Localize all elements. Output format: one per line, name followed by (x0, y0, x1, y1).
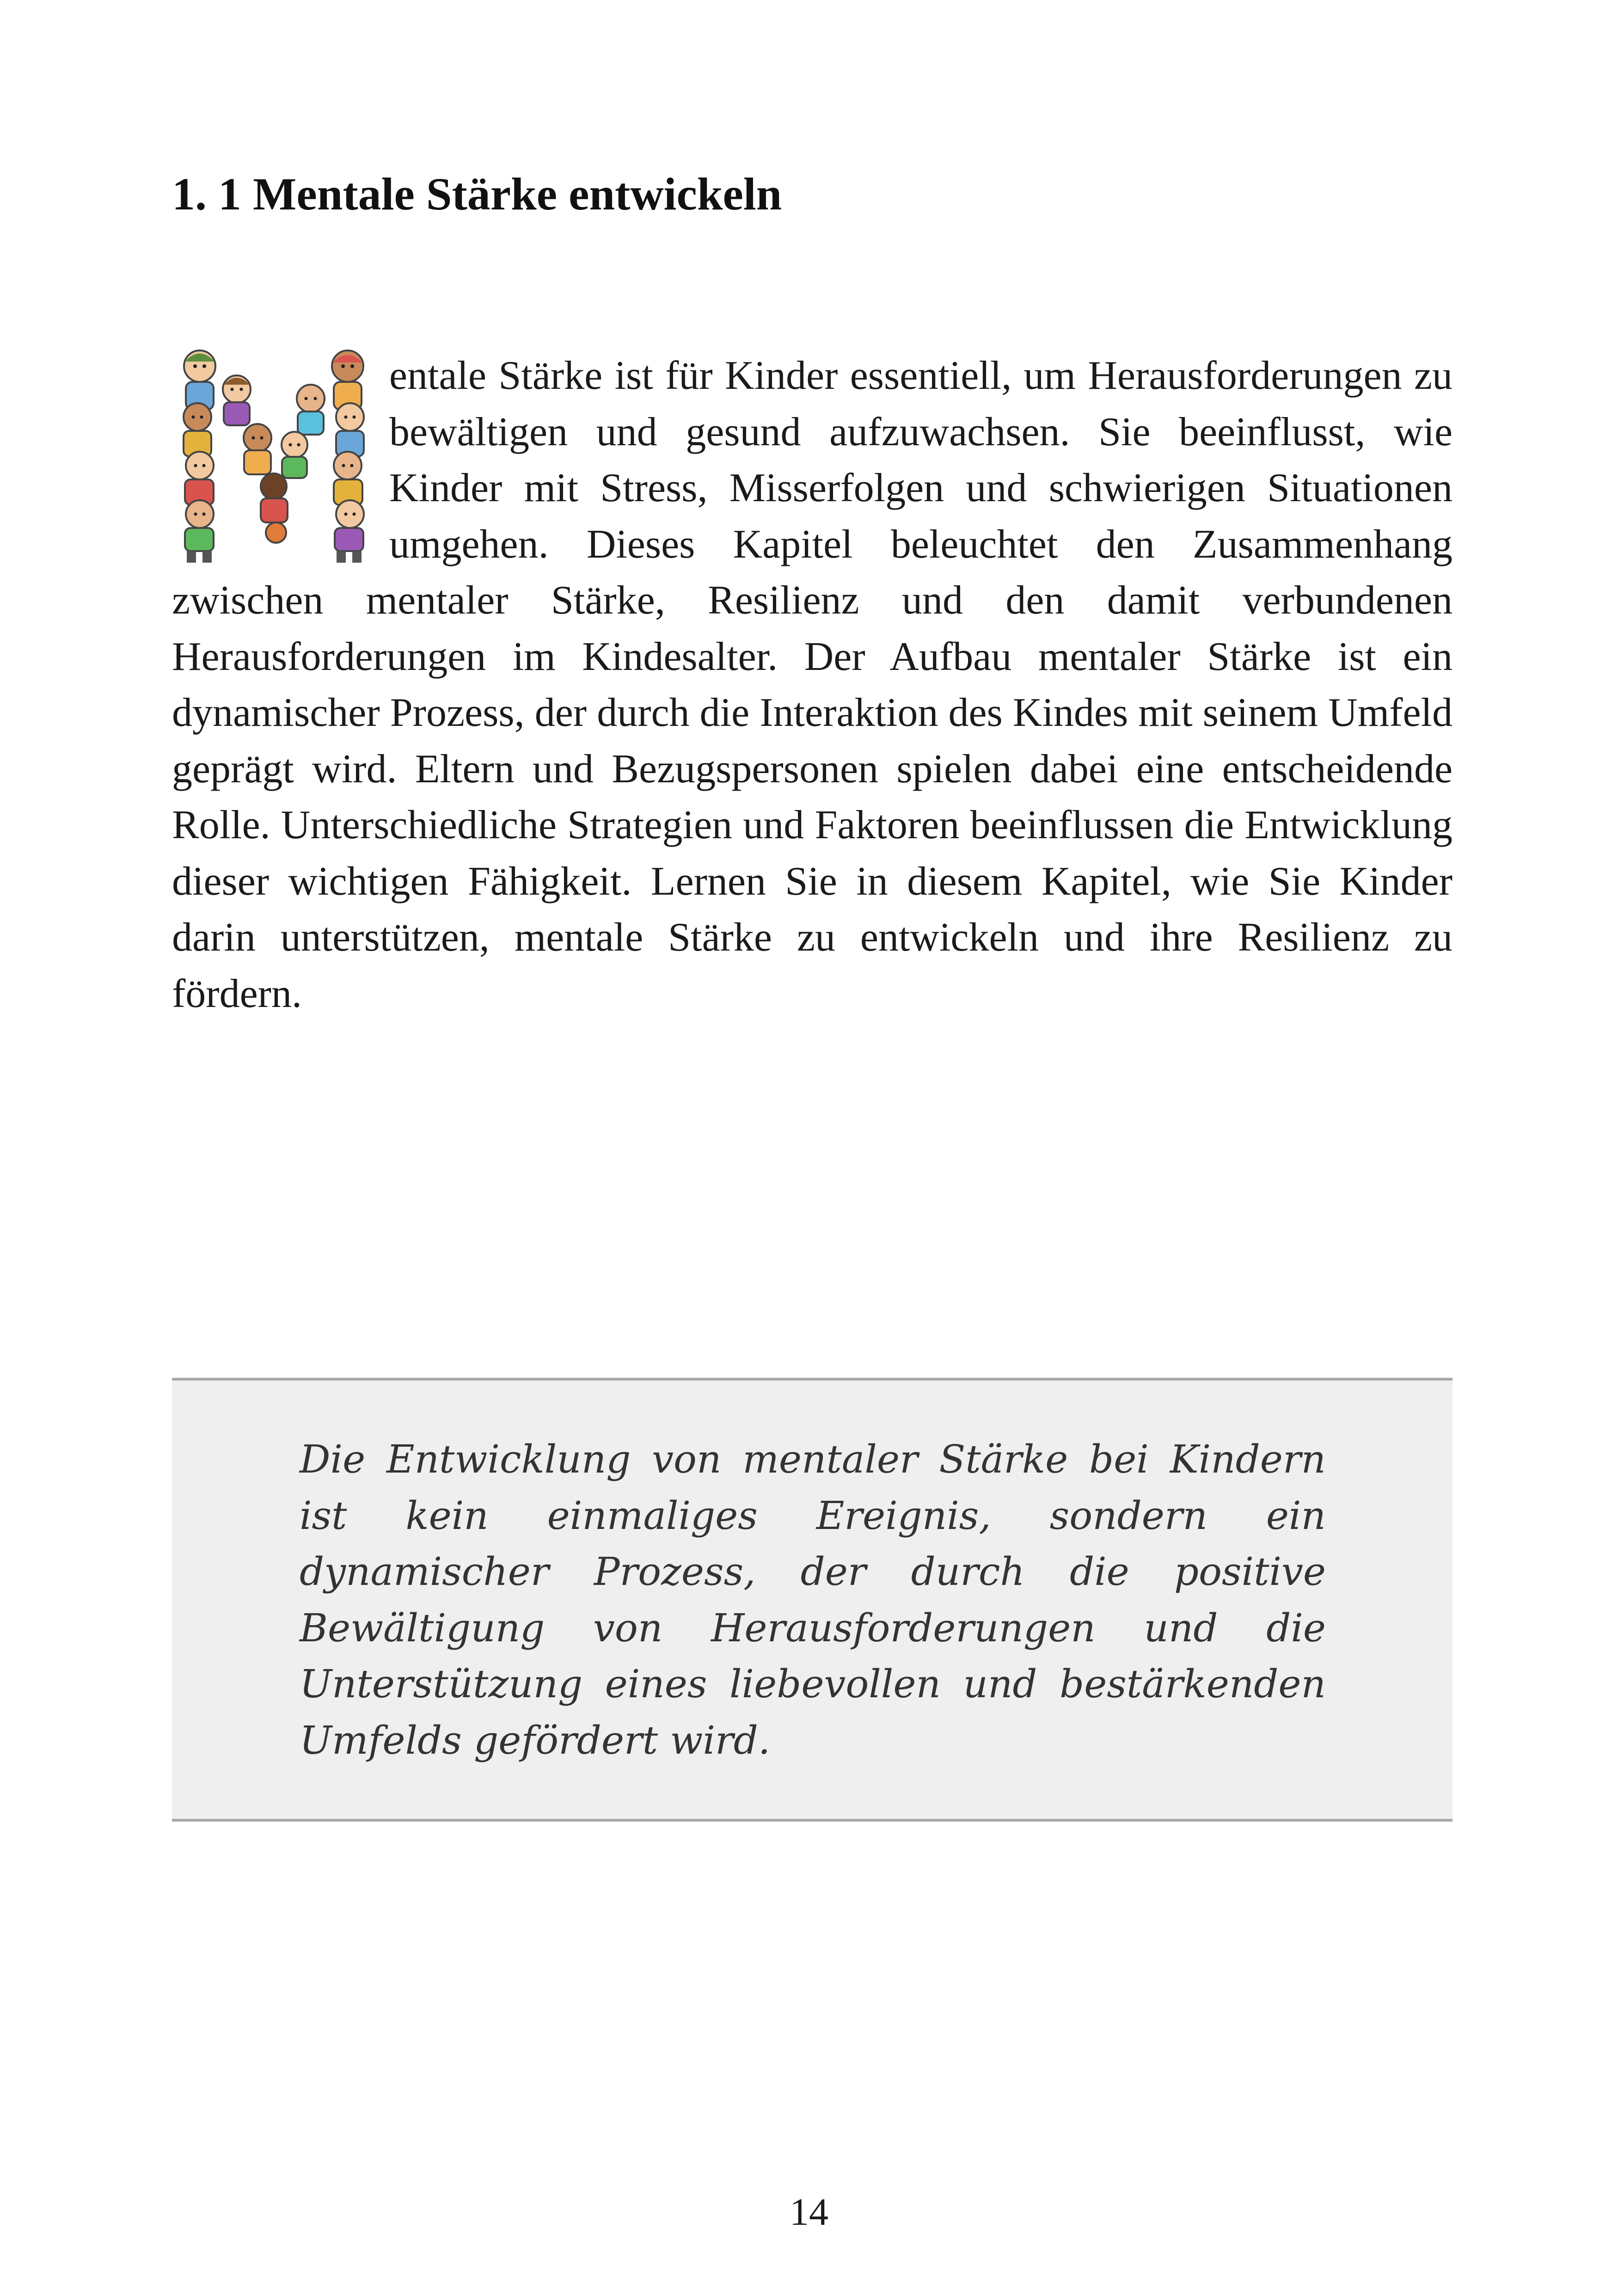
quote-box (172, 1378, 1453, 1822)
children-illustration-icon (172, 348, 375, 565)
body-paragraph-text: entale Stärke ist für Kinder essentiell, um Herausforderungen zu bewältigen und gesund aufzuwachsen. Sie beeinflusst, wie Kinder mit Stress, Misserfolgen und schwierigen Situationen umgehen. Dieses Kapitel beleuchtet den Zusammenhang zwischen mentaler Stärke, Resilienz und den damit verbundenen Herausforderungen im Kindesalter. Der Aufbau mentaler Stärke ist ein dynamischer Prozess, der durch die Interaktion des Kindes mit seinem Umfeld geprägt wird. Eltern und Bezugspersonen spielen dabei eine entscheidende Rolle. Unterschiedliche Strategien und Faktoren beeinflussen die Entwicklung dieser wichtigen Fähigkeit. Lernen Sie in diesem Kapitel, wie Sie Kinder darin unterstützen, mentale Stärke zu entwickeln und ihre Resilienz zu fördern. (172, 353, 1453, 1016)
chapter-heading: 1. 1 Mentale Stärke entwickeln (172, 168, 782, 220)
body-paragraph (172, 348, 1453, 1022)
drop-cap-illustration (172, 348, 375, 565)
quote-text: Die Entwicklung von mentaler Stärke bei Kindern ist kein einmaliges Ereignis, sondern ein dynamischer Prozess, der durch die positive Bewältigung von Herausforderungen und die Unterstützung eines liebevollen und bestärkenden Umfelds gefördert wird. (300, 1437, 1326, 1763)
page-number: 14 (790, 2191, 828, 2234)
